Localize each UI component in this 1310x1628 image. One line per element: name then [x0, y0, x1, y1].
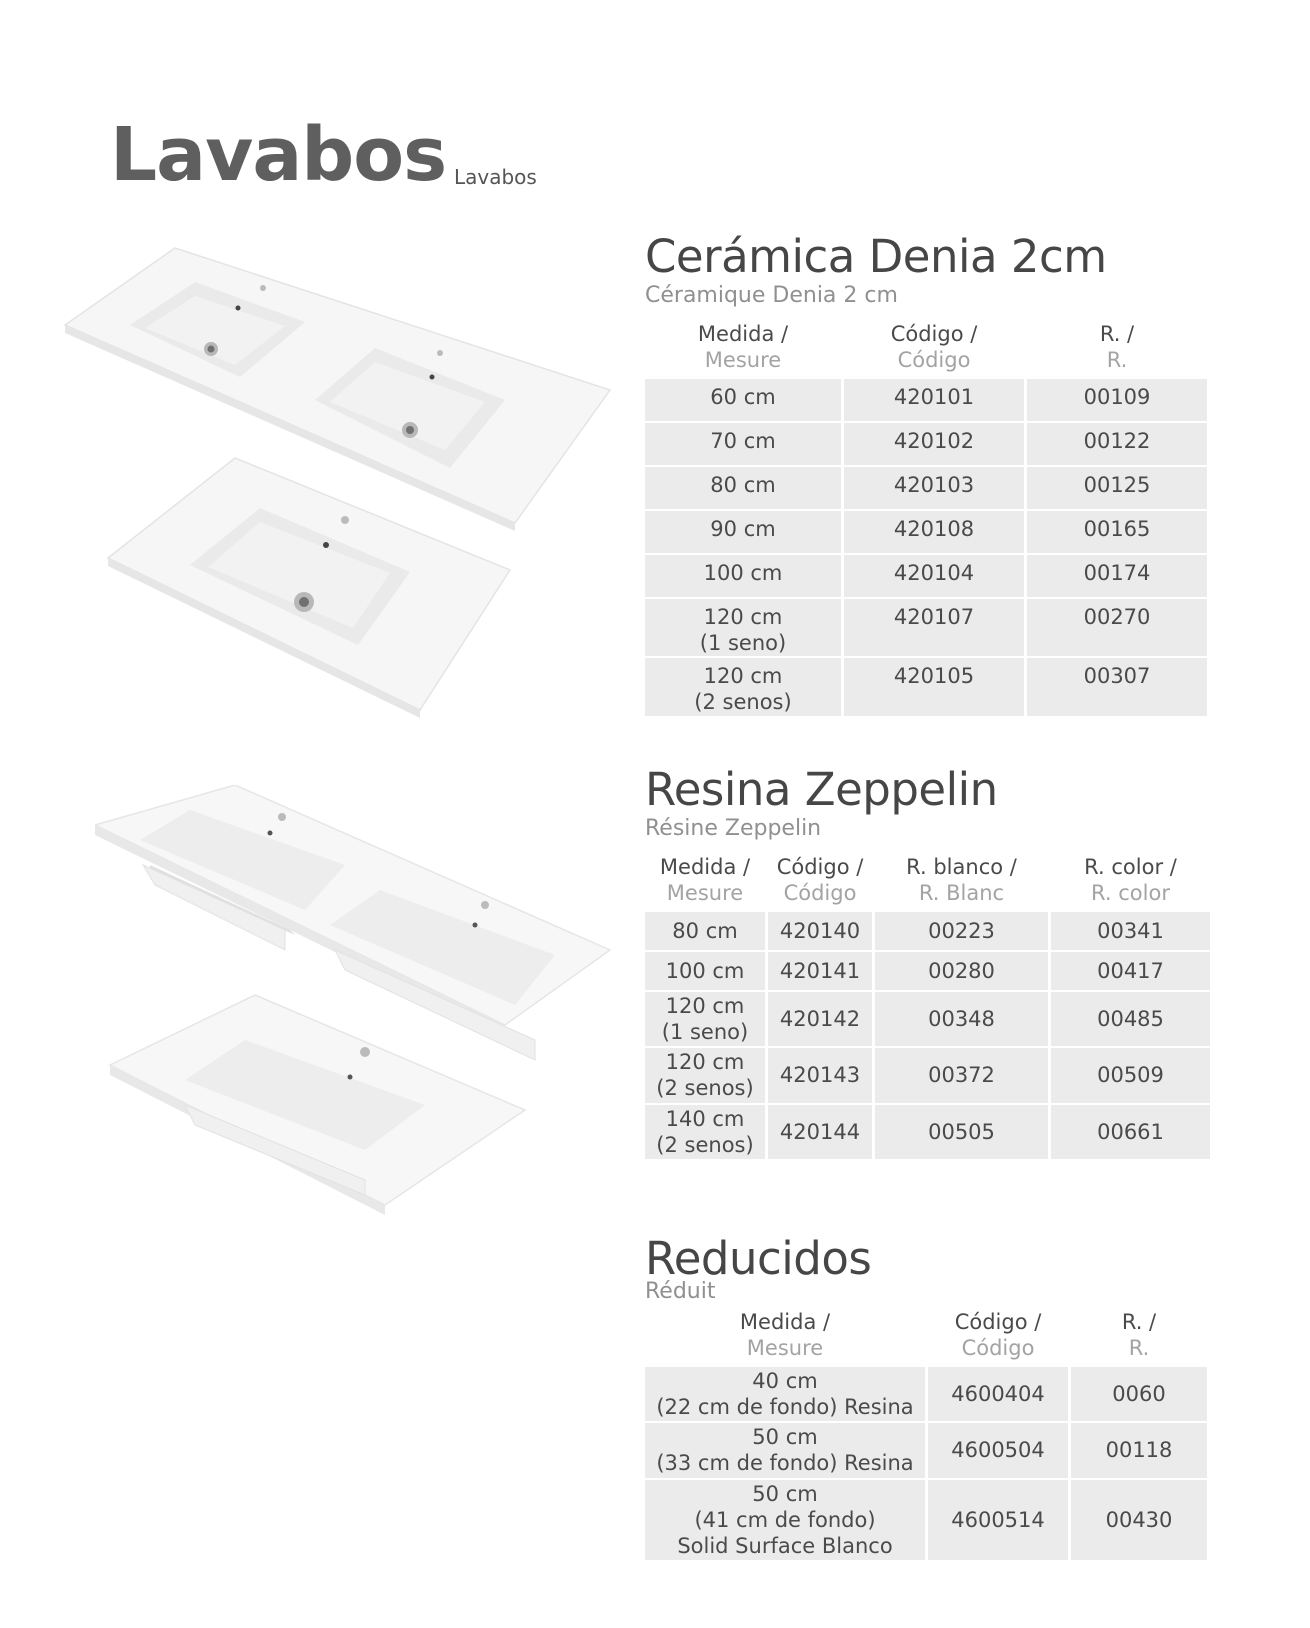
cell-text: 420105 — [893, 664, 975, 689]
table-cell — [875, 912, 1048, 950]
column-header-fr: Mesure — [746, 1336, 824, 1361]
table-cell — [875, 1048, 1048, 1103]
cell-text: 00372 — [928, 1063, 995, 1088]
cell-text: 120 cm — [665, 993, 745, 1018]
cell-text: 4600514 — [951, 1507, 1045, 1532]
table-row — [645, 658, 1207, 716]
column-header-es: Medida / — [697, 322, 789, 347]
table-cell — [1071, 1367, 1207, 1422]
column-header-fr: Código — [783, 881, 857, 906]
cell-text: 00509 — [1097, 1063, 1164, 1088]
table-cell — [1051, 992, 1210, 1047]
cell-text: (1 seno) — [661, 1019, 749, 1044]
cell-text: 100 cm — [703, 560, 783, 585]
resin-double-basin-photo — [95, 785, 635, 1235]
cell-text: 420144 — [779, 1119, 861, 1144]
table-header-row — [645, 855, 1210, 909]
table-cell — [844, 467, 1024, 509]
column-header-fr: Código — [961, 1336, 1035, 1361]
table-row — [645, 912, 1210, 950]
price-table — [642, 853, 1213, 1161]
table-cell — [844, 599, 1024, 657]
cell-text: 00307 — [1083, 664, 1151, 689]
cell-text: 120 cm — [665, 1050, 745, 1075]
cell-text: (2 senos) — [656, 1132, 754, 1157]
cell-text: 420143 — [779, 1063, 861, 1088]
table-cell — [1051, 1105, 1210, 1160]
column-header-fr: R. color — [1091, 881, 1170, 906]
table-cell — [645, 423, 841, 465]
column-header-es: Medida / — [739, 1310, 831, 1335]
cell-text: 50 cm — [752, 1425, 818, 1450]
table-cell — [1051, 1048, 1210, 1103]
table-cell — [1051, 952, 1210, 990]
cell-text: 4600504 — [951, 1438, 1045, 1463]
table-cell — [875, 992, 1048, 1047]
table-cell — [645, 511, 841, 553]
cell-text: 0060 — [1112, 1381, 1166, 1406]
table-cell — [645, 599, 841, 657]
section-reducidos — [645, 1232, 1207, 1562]
table-cell — [768, 992, 872, 1047]
table-row — [645, 1105, 1210, 1160]
table-row — [645, 555, 1207, 597]
ceramic-double-basin-photo — [60, 240, 620, 740]
column-header — [645, 1310, 925, 1364]
price-table — [642, 1308, 1210, 1562]
cell-text: 70 cm — [710, 428, 776, 453]
cell-text: 00270 — [1083, 604, 1151, 629]
cell-text: 00122 — [1083, 428, 1151, 453]
table-cell — [1027, 467, 1207, 509]
table-cell — [645, 912, 765, 950]
section-subtitle: Céramique Denia 2 cm — [645, 283, 898, 309]
table-cell — [1027, 379, 1207, 421]
section-title: Cerámica Denia 2cm — [645, 230, 1107, 283]
cell-text: Solid Surface Blanco — [677, 1534, 893, 1559]
table-row — [645, 992, 1210, 1047]
cell-text: 140 cm — [665, 1106, 745, 1131]
table-cell — [1027, 423, 1207, 465]
table-cell — [645, 1048, 765, 1103]
column-header — [768, 855, 872, 909]
table-cell — [844, 658, 1024, 716]
cell-text: 00348 — [928, 1006, 995, 1031]
column-header — [645, 855, 765, 909]
cell-text: 100 cm — [665, 958, 745, 983]
table-cell — [645, 992, 765, 1047]
table-row — [645, 423, 1207, 465]
table-cell — [844, 423, 1024, 465]
cell-text: 00174 — [1083, 560, 1151, 585]
section-subtitle: Réduit — [645, 1279, 716, 1305]
section-ceramica-denia — [645, 230, 1207, 718]
cell-text: 00505 — [928, 1119, 995, 1144]
table-row — [645, 1423, 1207, 1478]
table-row — [645, 1367, 1207, 1422]
cell-text: 00417 — [1097, 958, 1164, 983]
table-row — [645, 599, 1207, 657]
price-table — [642, 320, 1210, 717]
table-cell — [645, 952, 765, 990]
section-subtitle: Résine Zeppelin — [645, 816, 822, 842]
table-row — [645, 511, 1207, 553]
column-header — [928, 1310, 1068, 1364]
cell-text: 80 cm — [710, 472, 776, 497]
section-title: Resina Zeppelin — [645, 763, 998, 816]
column-header — [1051, 855, 1210, 909]
column-header-es: Medida / — [659, 855, 751, 880]
cell-text: 420141 — [779, 958, 861, 983]
table-cell — [645, 467, 841, 509]
cell-text: 60 cm — [710, 384, 776, 409]
cell-text: 420107 — [893, 604, 975, 629]
cell-text: 00109 — [1083, 384, 1151, 409]
cell-text: 00165 — [1083, 516, 1151, 541]
cell-text: 120 cm — [703, 664, 783, 689]
cell-text: 80 cm — [672, 918, 738, 943]
cell-text: 420108 — [893, 516, 975, 541]
section-resina-zeppelin — [645, 763, 1207, 1161]
cell-text: 120 cm — [703, 604, 783, 629]
cell-text: (41 cm de fondo) — [694, 1507, 876, 1532]
page-subtitle: Lavabos — [454, 165, 537, 189]
cell-text: (2 senos) — [694, 690, 792, 715]
column-header-fr: Mesure — [666, 881, 744, 906]
table-cell — [645, 658, 841, 716]
table-cell — [768, 912, 872, 950]
section-title: Reducidos — [645, 1232, 872, 1285]
cell-text: 00341 — [1097, 918, 1164, 943]
table-cell — [645, 379, 841, 421]
table-cell — [844, 379, 1024, 421]
cell-text: 50 cm — [752, 1481, 818, 1506]
table-row — [645, 1048, 1210, 1103]
cell-text: 420102 — [893, 428, 975, 453]
column-header-es: Código / — [954, 1310, 1042, 1335]
cell-text: 420103 — [893, 472, 975, 497]
page-title: Lavabos — [110, 112, 447, 198]
cell-text: 40 cm — [752, 1368, 818, 1393]
table-cell — [928, 1480, 1068, 1561]
table-cell — [645, 555, 841, 597]
table-cell — [645, 1105, 765, 1160]
table-row — [645, 952, 1210, 990]
cell-text: (33 cm de fondo) Resina — [656, 1451, 914, 1476]
table-row — [645, 1480, 1207, 1561]
column-header-fr: R. Blanc — [918, 881, 1005, 906]
column-header — [875, 855, 1048, 909]
table-cell — [844, 511, 1024, 553]
column-header-fr: R. — [1128, 1336, 1150, 1361]
column-header-es: R. / — [1099, 322, 1135, 347]
column-header-fr: Mesure — [704, 348, 782, 373]
cell-text: 420140 — [779, 918, 861, 943]
cell-text: 00485 — [1097, 1006, 1164, 1031]
table-cell — [1071, 1480, 1207, 1561]
cell-text: (1 seno) — [699, 630, 787, 655]
table-cell — [928, 1367, 1068, 1422]
cell-text: 00125 — [1083, 472, 1151, 497]
cell-text: 90 cm — [710, 516, 776, 541]
cell-text: (22 cm de fondo) Resina — [656, 1394, 914, 1419]
cell-text: 420142 — [779, 1006, 861, 1031]
table-row — [645, 379, 1207, 421]
table-cell — [1051, 912, 1210, 950]
table-cell — [645, 1480, 925, 1561]
column-header-es: R. color / — [1084, 855, 1177, 880]
cell-text: 00430 — [1105, 1507, 1173, 1532]
table-cell — [875, 952, 1048, 990]
table-row — [645, 467, 1207, 509]
cell-text: 00118 — [1105, 1438, 1173, 1463]
column-header-es: R. / — [1121, 1310, 1157, 1335]
cell-text: 00223 — [928, 918, 995, 943]
cell-text: 00280 — [928, 958, 995, 983]
table-cell — [645, 1367, 925, 1422]
cell-text: 420101 — [893, 384, 975, 409]
column-header-es: Código / — [890, 322, 978, 347]
table-cell — [1027, 511, 1207, 553]
cell-text: 4600404 — [951, 1381, 1045, 1406]
cell-text: 00661 — [1097, 1119, 1164, 1144]
table-cell — [1071, 1423, 1207, 1478]
column-header-fr: R. — [1106, 348, 1128, 373]
table-header-row — [645, 1310, 1207, 1364]
column-header-es: R. blanco / — [906, 855, 1017, 880]
column-header — [844, 322, 1024, 376]
table-cell — [768, 1048, 872, 1103]
column-header-fr: Código — [897, 348, 971, 373]
cell-text: (2 senos) — [656, 1076, 754, 1101]
table-cell — [1027, 599, 1207, 657]
column-header — [1071, 1310, 1207, 1364]
table-cell — [1027, 555, 1207, 597]
column-header — [645, 322, 841, 376]
table-header-row — [645, 322, 1207, 376]
table-cell — [1027, 658, 1207, 716]
cell-text: 420104 — [893, 560, 975, 585]
table-cell — [844, 555, 1024, 597]
table-cell — [768, 1105, 872, 1160]
table-cell — [645, 1423, 925, 1478]
column-header — [1027, 322, 1207, 376]
table-cell — [928, 1423, 1068, 1478]
column-header-es: Código / — [776, 855, 864, 880]
table-cell — [875, 1105, 1048, 1160]
table-cell — [768, 952, 872, 990]
